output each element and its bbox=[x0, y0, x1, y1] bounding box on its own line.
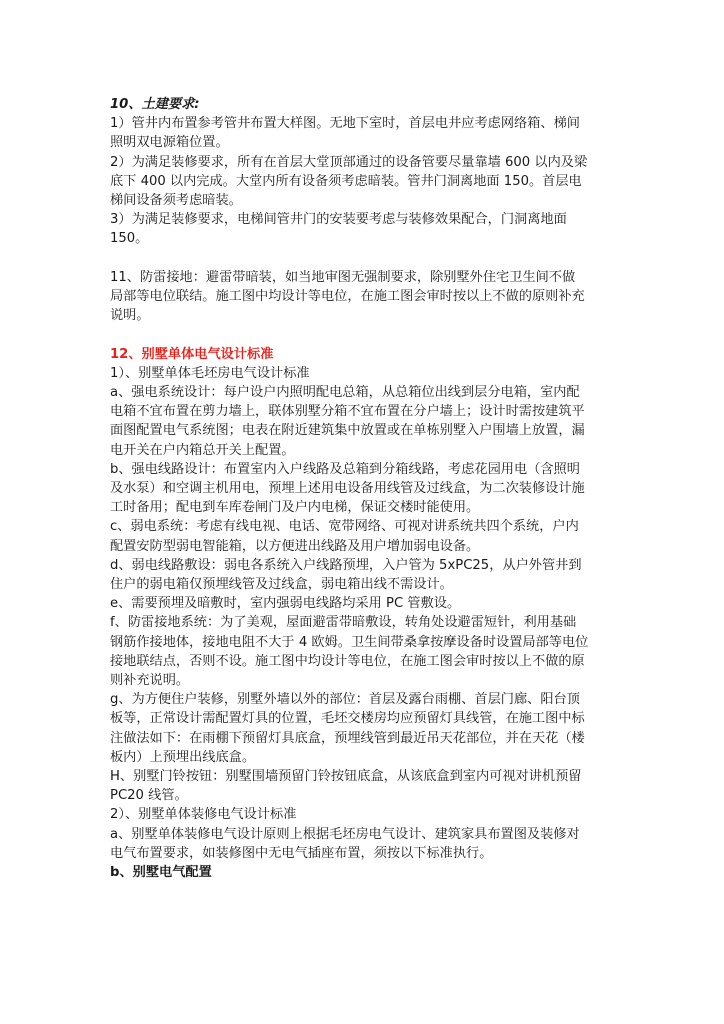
paragraph-line: 说明。 bbox=[110, 308, 150, 324]
paragraph-line: 住户的弱电箱仅预埋线管及过线盒，弱电箱出线不需设计。 bbox=[110, 577, 453, 593]
subsection-b-heading: b、别墅电气配置 bbox=[110, 865, 212, 881]
spacer bbox=[110, 249, 620, 268]
paragraph-line: 3）为满足装修要求，电梯间管井门的安装要考虑与装修效果配合，门洞离地面 bbox=[110, 212, 567, 228]
paragraph-line: 接地联结点，否则不设。施工图中均设计等电位，在施工图会审时按以上不做的原 bbox=[110, 653, 585, 669]
subsection-heading: 2）、别墅单体装修电气设计标准 bbox=[110, 807, 297, 823]
paragraph-line: 电开关在户内箱总开关上配置。 bbox=[110, 442, 295, 458]
paragraph-line: a、别墅单体装修电气设计原则上根据毛坯房电气设计、建筑家具布置图及装修对 bbox=[110, 826, 580, 842]
paragraph-line: 工时备用；配电到车库卷闸门及户内电梯，保证交楼时能使用。 bbox=[110, 500, 480, 516]
paragraph-line: d、弱电线路敷设：弱电各系统入户线路预埋，入户管为 5xPC25，从户外管井到 bbox=[110, 557, 582, 573]
section-12-heading: 12、别墅单体电气设计标准 bbox=[110, 346, 274, 362]
paragraph-line: 配置安防型弱电智能箱，以方便进出线路及用户增加弱电设备。 bbox=[110, 538, 480, 554]
paragraph-line: b、强电线路设计：布置室内入户线路及总箱到分箱线路，考虑花园用电（含照明 bbox=[110, 461, 580, 477]
paragraph-line: 注做法如下：在雨棚下预留灯具底盒，预埋线管到最近吊天花部位，并在天花（楼 bbox=[110, 730, 585, 746]
paragraph-line: 2）为满足装修要求，所有在首层大堂顶部通过的设备管要尽量靠墙 600 以内及梁 bbox=[110, 154, 588, 170]
paragraph-line: 底下 400 以内完成。大堂内所有设备须考虑暗装。管井门洞离地面 150。首层电 bbox=[110, 173, 582, 189]
paragraph-line: 及水泵）和空调主机用电，预埋上述用电设备用线管及过线盒，为二次装修设计施 bbox=[110, 481, 585, 497]
paragraph-line: PC20 线管。 bbox=[110, 788, 188, 804]
paragraph-line: g、为方便住户装修，别墅外墙以外的部位：首层及露台雨棚、首层门廊、阳台顶 bbox=[110, 692, 580, 708]
paragraph-line: c、弱电系统：考虑有线电视、电话、宽带网络、可视对讲系统共四个系统，户内 bbox=[110, 519, 579, 535]
paragraph-line: 照明双电源箱位置。 bbox=[110, 135, 229, 151]
paragraph-line: 电气布置要求，如装修图中无电气插座布置，须按以下标准执行。 bbox=[110, 845, 493, 861]
paragraph-line: 电箱不宜布置在剪力墙上，联体别墅分箱不宜布置在分户墙上；设计时需按建筑平 bbox=[110, 404, 585, 420]
section-11-line: 11、防雷接地：避雷带暗装，如当地审图无强制要求，除别墅外住宅卫生间不做 bbox=[110, 269, 576, 285]
spacer bbox=[110, 325, 620, 344]
paragraph-line: 150。 bbox=[110, 231, 149, 247]
paragraph-line: 面图配置电气系统图；电表在附近建筑集中放置或在单栋别墅入户围墙上放置，漏 bbox=[110, 423, 585, 439]
paragraph-line: 则补充说明。 bbox=[110, 673, 190, 689]
paragraph-line: 钢筋作接地体，接地电阻不大于 4 欧姆。卫生间带桑拿按摩设备时设置局部等电位 bbox=[110, 634, 589, 650]
subsection-heading: 1）、别墅单体毛坯房电气设计标准 bbox=[110, 365, 310, 381]
paragraph-line: 板内）上预埋出线底盒。 bbox=[110, 749, 256, 765]
paragraph-line: f、防雷接地系统：为了美观，屋面避雷带暗敷设，转角处设避雷短针，利用基础 bbox=[110, 615, 577, 631]
paragraph-line: H、别墅门铃按钮：别墅围墙预留门铃按钮底盒，从该底盒到室内可视对讲机预留 bbox=[110, 769, 582, 785]
paragraph-line: 梯间设备须考虑暗装。 bbox=[110, 193, 242, 209]
paragraph-line: 1）管井内布置参考管井布置大样图。无地下室时，首层电井应考虑网络箱、梯间 bbox=[110, 116, 580, 132]
section-10-heading: 10、土建要求: bbox=[110, 97, 200, 112]
paragraph-line: 板等，正常设计需配置灯具的位置，毛坯交楼房均应预留灯具线管，在施工图中标 bbox=[110, 711, 585, 727]
paragraph-line: a、强电系统设计：每户设户内照明配电总箱，从总箱位出线到层分电箱，室内配 bbox=[110, 385, 580, 401]
paragraph-line: e、需要预埋及暗敷时，室内强弱电线路均采用 PC 管敷设。 bbox=[110, 596, 461, 612]
paragraph-line: 局部等电位联结。施工图中均设计等电位，在施工图会审时按以上不做的原则补充 bbox=[110, 289, 585, 305]
